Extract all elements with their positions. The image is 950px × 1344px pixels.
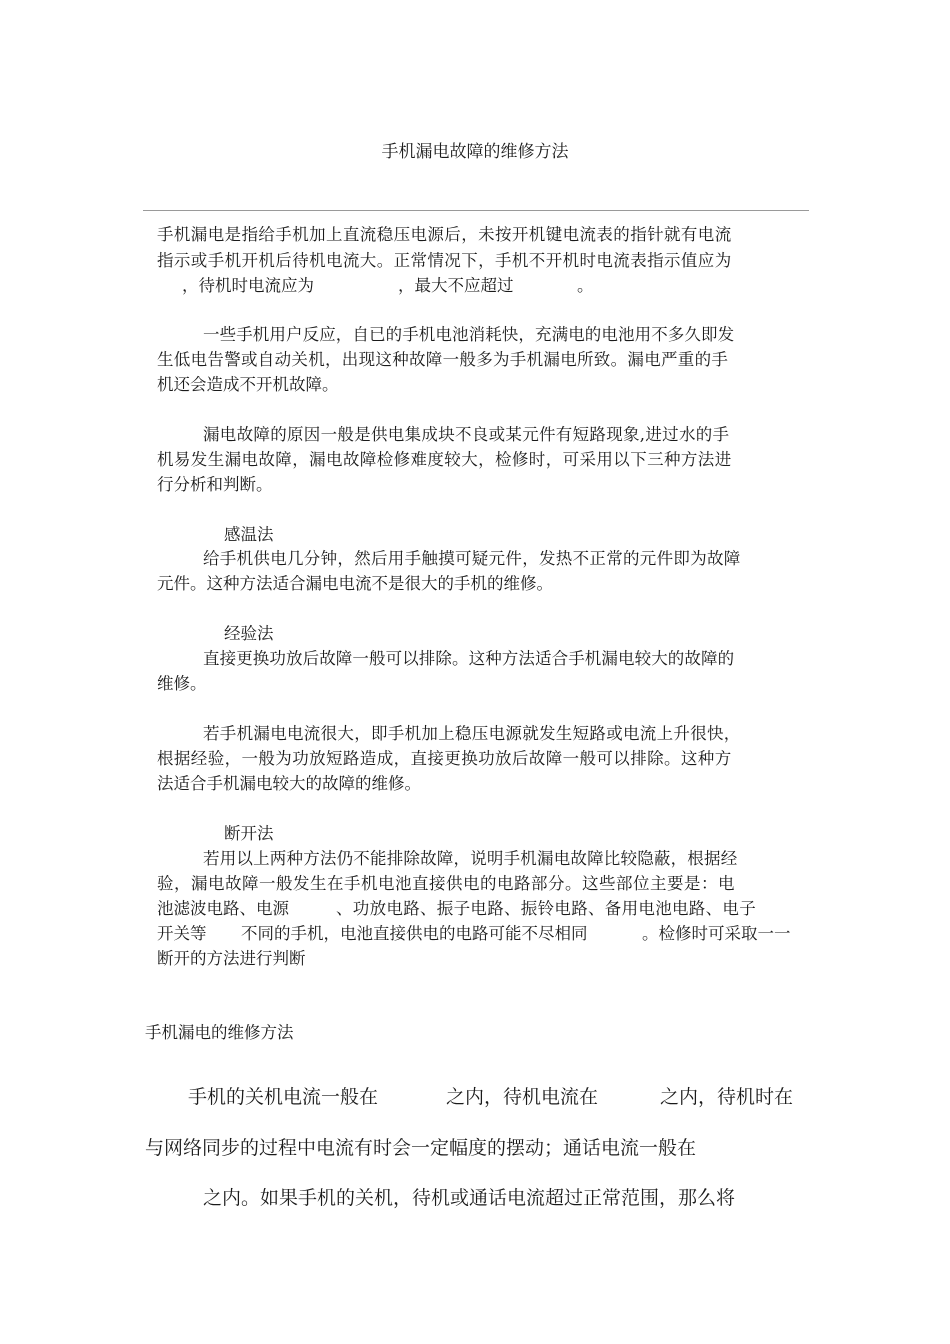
text-line: 若手机漏电电流很大，即手机加上稳压电源就发生短路或电流上升很快， [203, 724, 741, 743]
text-line: 手机的关机电流一般在 [188, 1086, 379, 1108]
document-title: 手机漏电故障的维修方法 [381, 142, 569, 162]
text-line: 给手机供电几分钟，然后用手触摸可疑元件，发热不正常的元件即为故障 [203, 549, 741, 568]
text-line: 法适合手机漏电较大的故障的维修。 [157, 774, 421, 793]
text-line: 开关等 [157, 924, 207, 943]
method-heading: 感温法 [224, 525, 274, 544]
text-line: 之内，待机时在 [660, 1086, 794, 1108]
text-line: 。检修时可采取一一 [642, 924, 791, 943]
text-line: 池滤波电路、电源 [157, 899, 289, 918]
text-line: 之内，待机电流在 [446, 1086, 599, 1108]
text-line: 手机漏电是指给手机加上直流稳压电源后，未按开机键电流表的指针就有电流 [157, 225, 732, 244]
text-line: 指示或手机开机后待机电流大。正常情况下，手机不开机时电流表指示值应为 [157, 251, 732, 270]
text-line: 机还会造成不开机故障。 [157, 375, 339, 394]
text-line: 机易发生漏电故障，漏电故障检修难度较大，检修时，可采用以下三种方法进 [157, 450, 732, 469]
text-line: 根据经验，一般为功放短路造成，直接更换功放后故障一般可以排除。这种方 [157, 749, 732, 768]
text-line: 若用以上两种方法仍不能排除故障，说明手机漏电故障比较隐蔽，根据经 [203, 849, 738, 868]
text-line: 验，漏电故障一般发生在手机电池直接供电的电路部分。这些部位主要是：电 [157, 874, 735, 893]
method-heading: 经验法 [224, 624, 274, 643]
text-line: 、功放电路、振子电路、振铃电路、备用电池电路、电子 [336, 899, 756, 918]
text-line: 漏电故障的原因一般是供电集成块不良或某元件有短路现象,进过水的手 [203, 425, 730, 444]
method-heading: 断开法 [224, 824, 274, 843]
text-line: ，待机时电流应为 [182, 276, 314, 295]
title-divider [143, 210, 809, 211]
text-line: 直接更换功放后故障一般可以排除。这种方法适合手机漏电较大的故障的 [203, 649, 735, 668]
text-line: 不同的手机，电池直接供电的电路可能不尽相同 [241, 924, 588, 943]
text-line: 生低电告警或自动关机，出现这种故障一般多为手机漏电所致。漏电严重的手 [157, 350, 729, 369]
text-line: ，最大不应超过 [398, 276, 514, 295]
text-line: 维修。 [157, 674, 207, 693]
text-line: 一些手机用户反应，自已的手机电池消耗快，充满电的电池用不多久即发 [203, 325, 735, 344]
text-line: 元件。这种方法适合漏电电流不是很大的手机的维修。 [157, 574, 553, 593]
section-heading: 手机漏电的维修方法 [145, 1023, 294, 1042]
text-line: 行分析和判断。 [157, 475, 273, 494]
text-line: 之内。如果手机的关机，待机或通话电流超过正常范围，那么将 [203, 1187, 736, 1209]
text-line: 与网络同步的过程中电流有时会一定幅度的摆动；通话电流一般在 [145, 1137, 697, 1159]
text-line: 。 [577, 276, 594, 295]
text-line: 断开的方法进行判断 [157, 949, 306, 968]
